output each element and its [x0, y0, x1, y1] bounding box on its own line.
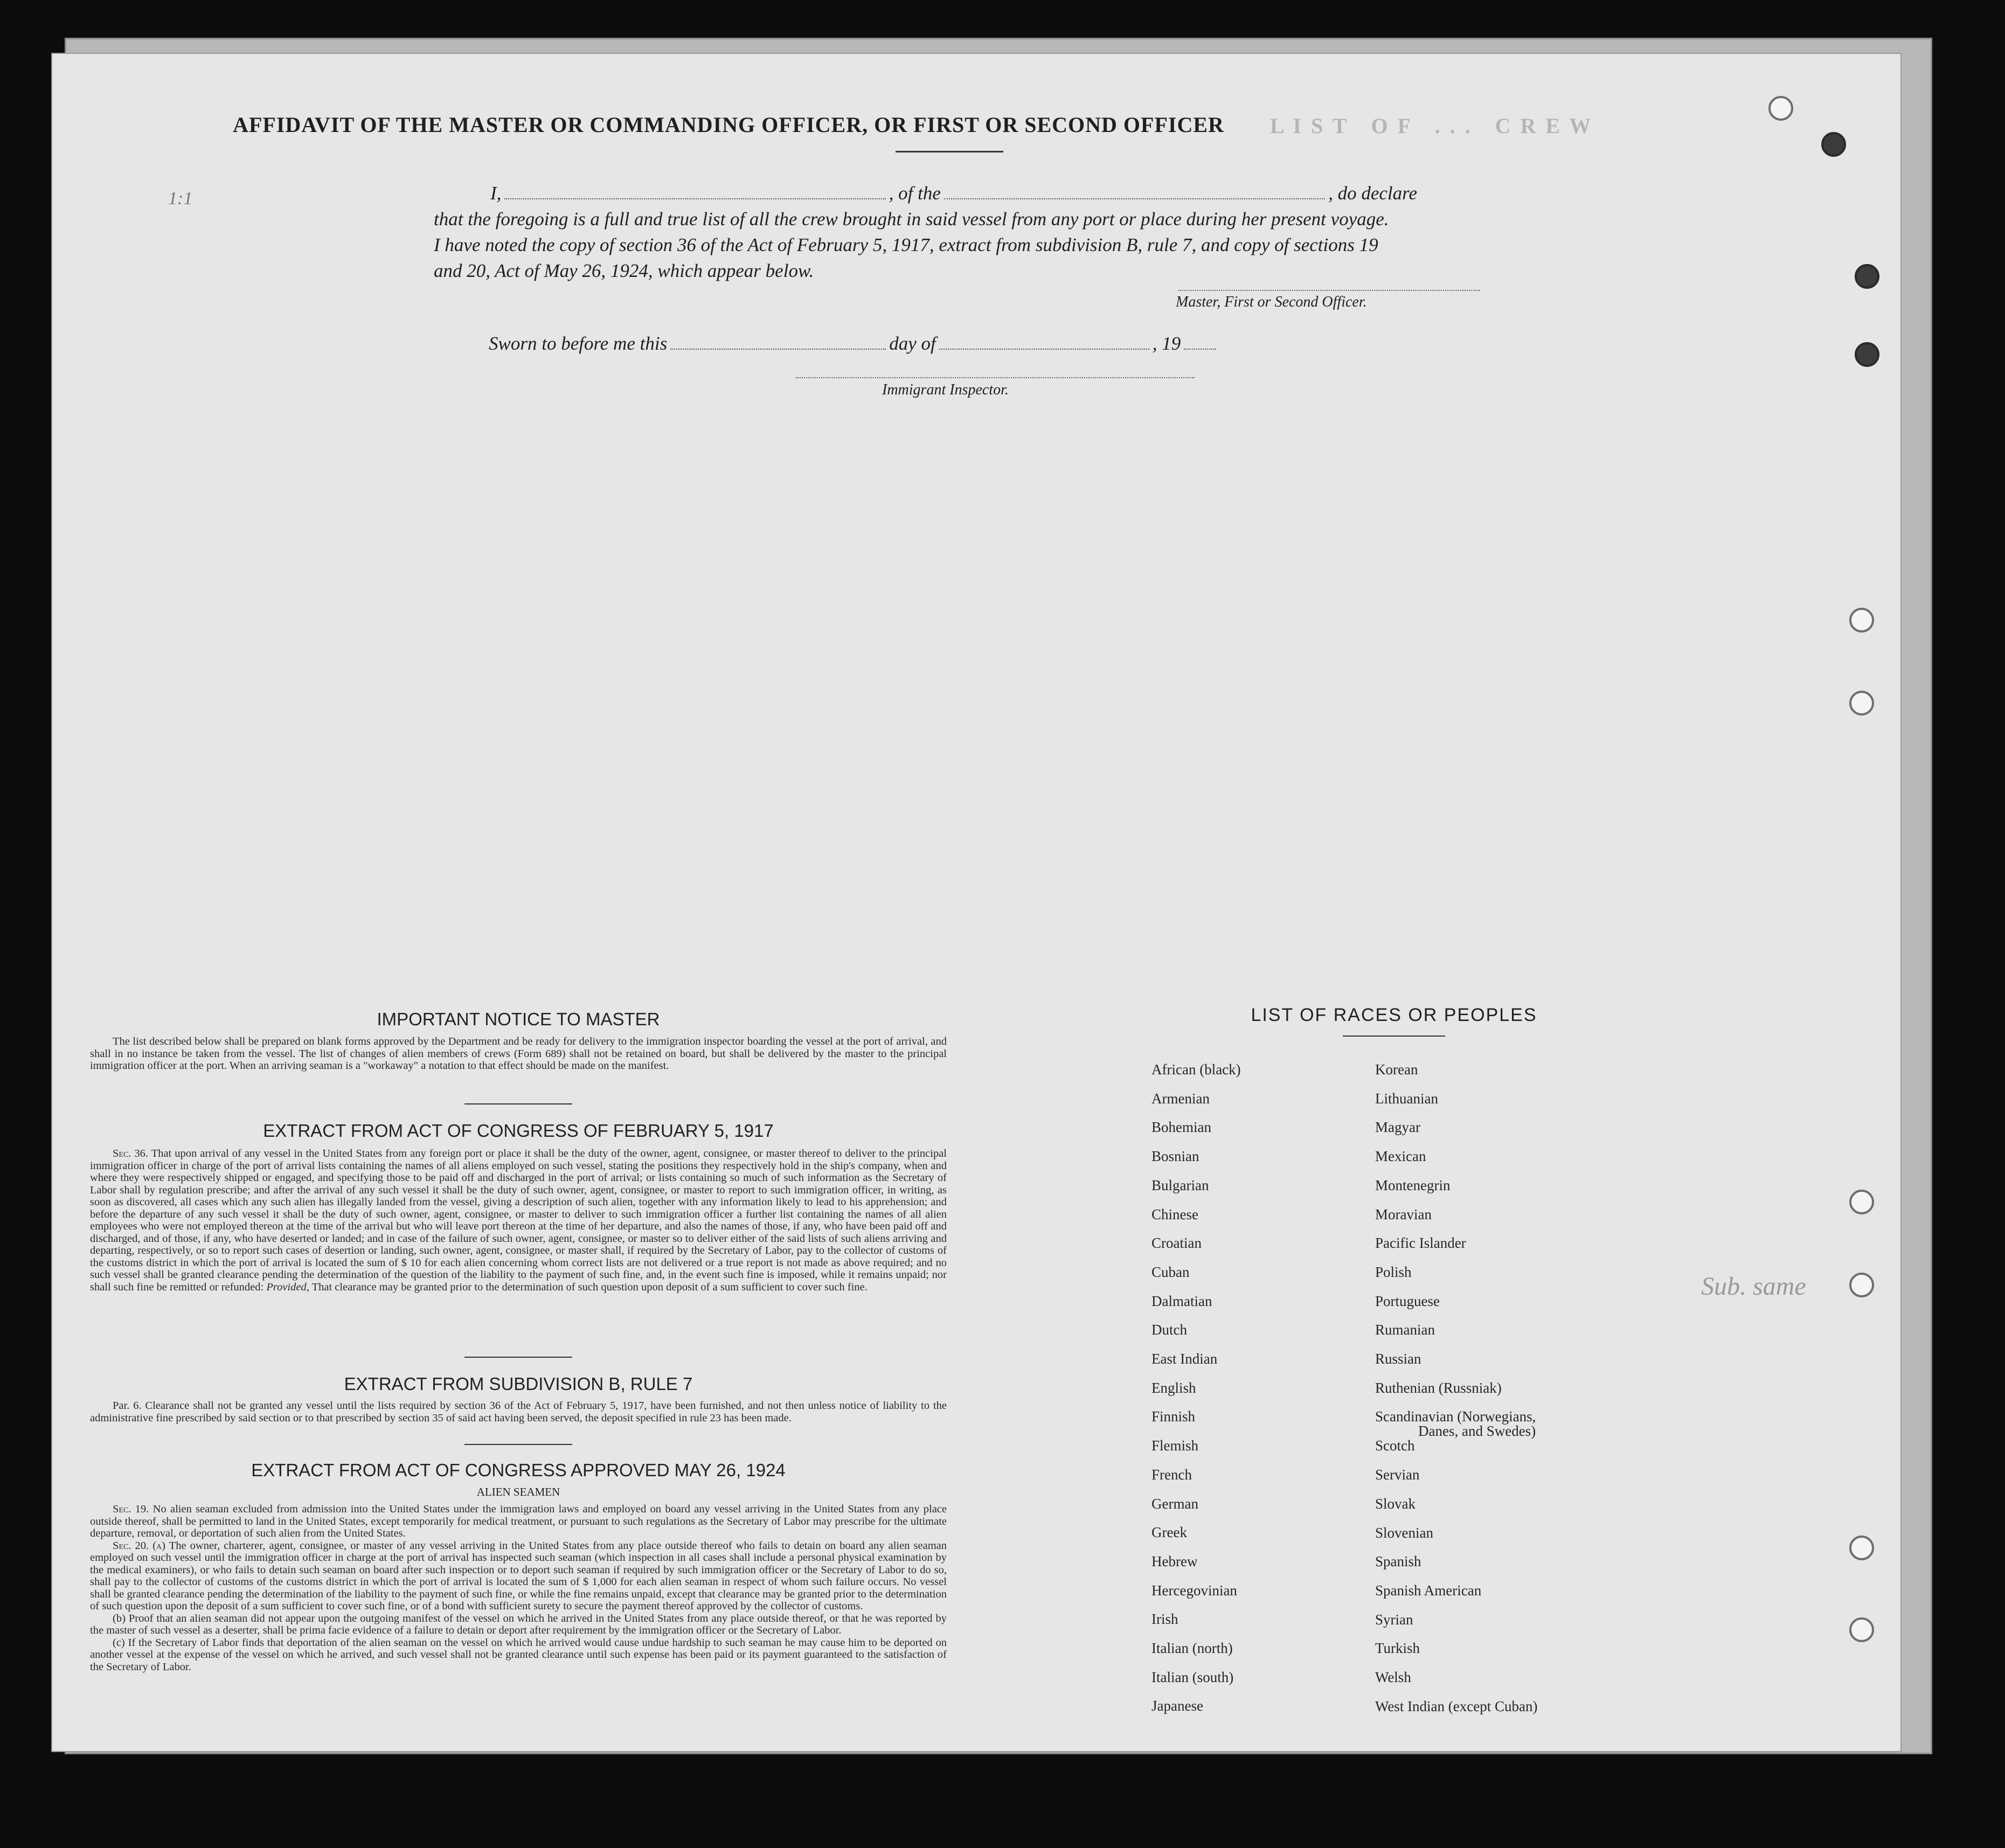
binder-hole: [1855, 342, 1879, 367]
inspector-caption: Immigrant Inspector.: [882, 381, 1009, 398]
binder-hole: [1855, 264, 1879, 289]
race-item: Japanese: [1151, 1698, 1203, 1714]
race-item: Hercegovinian: [1151, 1582, 1237, 1599]
race-item: East Indian: [1151, 1351, 1218, 1367]
binder-hole: [1849, 1536, 1874, 1560]
extract-1924-title: EXTRACT FROM ACT OF CONGRESS APPROVED MAY 26, 1924: [251, 1460, 786, 1480]
race-item: Polish: [1375, 1263, 1412, 1280]
race-item: Spanish American: [1375, 1582, 1482, 1599]
sworn-label: Sworn to before me this: [489, 333, 668, 354]
document-page: [51, 53, 1902, 1752]
race-item: Slovak: [1375, 1495, 1416, 1512]
race-item: Chinese: [1151, 1206, 1198, 1222]
affidavit-title: AFFIDAVIT OF THE MASTER OR COMMANDING OFFICER, OR FIRST OR SECOND OFFICER: [233, 113, 1224, 137]
declaration-line-4: and 20, Act of May 26, 1924, which appear below.: [434, 260, 814, 281]
race-item: Slovenian: [1375, 1524, 1433, 1541]
race-item: Scotch: [1375, 1437, 1415, 1454]
declaration-of: , of the: [889, 183, 941, 204]
sec-36-label: Sec. 36.: [113, 1148, 149, 1159]
extract-1917-title: EXTRACT FROM ACT OF CONGRESS OF FEBRUARY 5, 1917: [263, 1121, 774, 1141]
race-item: Ruthenian (Russniak): [1375, 1379, 1502, 1396]
race-item: Portuguese: [1375, 1293, 1440, 1309]
extract-rule7-text: [90, 1400, 947, 1424]
sworn-line: [489, 332, 1219, 355]
race-item: Scandinavian (Norwegians,: [1375, 1408, 1536, 1425]
race-item: Syrian: [1375, 1611, 1413, 1628]
declaration-line-2: that the foregoing is a full and true list of all the crew brought in said vessel from any port or place during her present voyage.: [434, 209, 1389, 230]
alien-seamen-subtitle: ALIEN SEAMEN: [476, 1485, 560, 1498]
race-item: Italian (south): [1151, 1669, 1234, 1685]
race-item: Russian: [1375, 1351, 1421, 1367]
section-rule: [464, 1357, 572, 1358]
binder-hole: [1849, 691, 1874, 715]
race-item: Finnish: [1151, 1408, 1196, 1425]
race-item: Flemish: [1151, 1437, 1199, 1454]
sworn-day-blank[interactable]: [670, 332, 886, 350]
master-caption: Master, First or Second Officer.: [1176, 294, 1367, 310]
binder-hole: [1849, 608, 1874, 633]
binder-hole: [1849, 1190, 1874, 1214]
section-rule: [464, 1444, 572, 1445]
sworn-day-of: day of: [889, 333, 936, 354]
race-item: Montenegrin: [1375, 1177, 1451, 1193]
race-item: Welsh: [1375, 1669, 1411, 1685]
race-item: Bosnian: [1151, 1148, 1199, 1165]
race-item: German: [1151, 1495, 1198, 1512]
handwritten-mark: 1:1: [168, 189, 193, 209]
race-item: Lithuanian: [1375, 1090, 1438, 1107]
races-title-rule: [1343, 1036, 1445, 1037]
race-item: Pacific Islander: [1375, 1235, 1466, 1252]
bleed-through-text: L I S T O F . . . C R E W: [1270, 114, 1593, 138]
sworn-month-blank[interactable]: [939, 332, 1149, 350]
race-item: Bulgarian: [1151, 1177, 1209, 1193]
notice-title: IMPORTANT NOTICE TO MASTER: [377, 1009, 660, 1029]
race-item: Bohemian: [1151, 1119, 1211, 1136]
race-item: West Indian (except Cuban): [1375, 1698, 1538, 1714]
declaration-i: I,: [490, 183, 502, 204]
race-item: French: [1151, 1466, 1192, 1483]
sec-36-body: That upon arrival of any vessel in the United States from any foreign port or place it shall be the duty of the owner, agent, consignee, or master thereof to deliver to the principal immigration officer in charge of the port of arrival lists containing the names of all aliens employed on such vessel, stating the positions they respectively hold in the ship's company, when and where they were respectively shipped or engaged, and specifying those to be paid off and discharged in the port of arrival; or lists containing so much of such information as the Secretary of Labor shall by regulation prescribe; and after the arrival of any such vessel it shall be the duty of such owner, agent, consignee, or master to report to such immigration officer, in writing, as soon as discovered, all cases which any such alien has illegally landed from the vessel, giving a description of such alien, together with any information likely to lead to his apprehension; and before the departure of any such vessel it shall be the duty of such owner, agent, consignee, or master to deliver to such immigration officer a further list containing the names of all alien employees who were not employed thereon at the time of the arrival but who will leave port thereon at the time of her departure, and also the names of those, if any, who have been paid off and discharged, and of those, if any, who have deserted or landed; and in case of the failure of such owner, agent, consignee, or master so to deliver either of the said lists of such aliens arriving and departing, respectively, or so to report such cases of desertion or landing, such owner, agent, consignee, or master shall, if required by the Secretary of Labor, pay to the collector of customs of the customs district in which the port of arrival is located the sum of $ 10 for each alien concerning whom correct lists are not delivered or a true report is not made as above required; and no such vessel shall be granted clearance pending the determination of the question of the liability to the payment of such fine, and, in the event such fine is imposed, while it remains unpaid; nor shall such fine be remitted or refunded:: [90, 1148, 947, 1293]
section-rule: [464, 1103, 572, 1104]
binder-hole: [1821, 132, 1846, 157]
race-item: Hebrew: [1151, 1553, 1198, 1569]
race-item: African (black): [1151, 1061, 1241, 1078]
sec-20a-body: The owner, charterer, agent, consignee, or master of any vessel arriving in the United States from any place outside thereof who fails to detain on board any alien seaman employed on such vessel until the immigration officer in charge at the port of arrival has inspected such seaman (which inspection in all cases shall include a personal physical examination by the medical examiners), or who fails to detain such seaman on board after such inspection or to deport such seaman if required by such immigration officer or the Secretary of Labor to do so, shall pay to the collector of customs of the customs district in which the port of arrival is located the sum of $ 1,000 for each alien seaman in respect of whom such failure occurs. No vessel shall be granted clearance pending the determination of the liability to the payment of such fine, or while the fine remains unpaid, except that clearance may be granted prior to the determination of such question upon the deposit of a sum sufficient to cover such fine, or of a bond with sufficient surety to secure the payment thereof approved by the collector of customs.: [90, 1539, 947, 1612]
race-item: Rumanian: [1375, 1322, 1435, 1338]
provided-word: Provided,: [266, 1281, 309, 1293]
race-item: Irish: [1151, 1611, 1178, 1628]
declaration-block: [434, 180, 1417, 284]
race-item: Korean: [1375, 1061, 1418, 1078]
declaration-line-3: I have noted the copy of section 36 of the Act of February 5, 1917, extract from subdivision B, rule 7, and copy of sections 19: [434, 234, 1378, 255]
race-item: English: [1151, 1379, 1196, 1396]
master-signature-line[interactable]: [1178, 290, 1480, 291]
title-rule: [896, 151, 1003, 152]
declaration-declare: , do declare: [1328, 183, 1418, 204]
binder-hole: [1849, 1273, 1874, 1297]
races-title: LIST OF RACES OR PEOPLES: [1251, 1005, 1537, 1025]
sec-19-label: Sec. 19.: [113, 1503, 149, 1515]
sec-20-label: Sec. 20. (a): [113, 1539, 165, 1552]
race-item: Mexican: [1375, 1148, 1426, 1165]
race-item: Turkish: [1375, 1640, 1420, 1657]
race-item: Greek: [1151, 1524, 1187, 1541]
rule7-paragraph: Par. 6. Clearance shall not be granted any vessel until the lists required by section 36 of the Act of February 5, 1917, have been furnished, and not then unless notice of liability to the administrative fine prescribed by said section or to that prescribed by section 35 of said act having been served, the deposit specified in rule 23 has been made.: [90, 1400, 947, 1424]
sworn-year: , 19: [1152, 333, 1181, 354]
sworn-year-blank[interactable]: [1184, 332, 1216, 350]
notice-text: [90, 1036, 947, 1072]
vessel-blank[interactable]: [944, 182, 1325, 199]
extract-1924-text: [90, 1503, 947, 1673]
race-item: Danes, and Swedes): [1418, 1423, 1536, 1440]
sec-20b-body: (b) Proof that an alien seaman did not appear upon the outgoing manifest of the vessel on which he arrived in the United States from any place outside thereof, or that he was reported by the master of such vessel as a deserter, shall be prima facie evidence of a failure to detain or deport after requirement by the immigration officer or the Secretary of Labor.: [90, 1612, 947, 1636]
notice-paragraph: The list described below shall be prepared on blank forms approved by the Department and be ready for delivery to the immigration inspector boarding the vessel at the port of arrival, and shall in no instance be taken from the vessel. The list of changes of alien members of crews (Form 689) shall not be retained on board, but shall be delivered by the master to the principal immigration officer at the port. When an arriving seaman is a "workaway" a notation to that effect should be made on the manifest.: [90, 1036, 947, 1072]
sec-36-end: That clearance may be granted prior to the determination of such question upon deposit of a sum sufficient to cover such fine.: [311, 1281, 868, 1293]
race-item: Croatian: [1151, 1235, 1202, 1252]
sec-20c-body: (c) If the Secretary of Labor finds that deportation of the alien seaman on the vessel on which he arrived would cause undue hardship to such seaman he may cause him to be deported on another vessel at the expense of the vessel on which he arrived, and such vessel shall not be granted clearance until such expense has been paid or its payment guaranteed to the satisfaction of the Secretary of Labor.: [90, 1636, 947, 1673]
race-item: Cuban: [1151, 1263, 1190, 1280]
race-item: Dutch: [1151, 1322, 1187, 1338]
extract-rule7-title: EXTRACT FROM SUBDIVISION B, RULE 7: [344, 1374, 693, 1394]
race-item: Moravian: [1375, 1206, 1432, 1222]
race-item: Dalmatian: [1151, 1293, 1212, 1309]
inspector-signature-line[interactable]: [796, 377, 1195, 378]
handwritten-mark: Sub. same: [1701, 1272, 1806, 1301]
binder-hole: [1849, 1617, 1874, 1642]
declaration-line-1: [434, 180, 1417, 206]
race-item: Italian (north): [1151, 1640, 1233, 1656]
extract-1917-text: [90, 1148, 947, 1293]
sec-19-body: No alien seaman excluded from admission into the United States under the immigration laws and employed on board any vessel arriving in the United States from any place outside thereof, shall be permitted to land in the United States, except temporarily for medical treatment, or pursuant to such regulations as the Secretary of Labor may prescribe for the ultimate departure, removal, or deportation of such alien from the United States.: [90, 1503, 947, 1539]
race-item: Magyar: [1375, 1119, 1420, 1136]
name-blank[interactable]: [504, 182, 885, 199]
race-item: Armenian: [1151, 1090, 1210, 1107]
race-item: Servian: [1375, 1467, 1420, 1483]
binder-hole: [1768, 96, 1793, 121]
race-item: Spanish: [1375, 1553, 1421, 1570]
